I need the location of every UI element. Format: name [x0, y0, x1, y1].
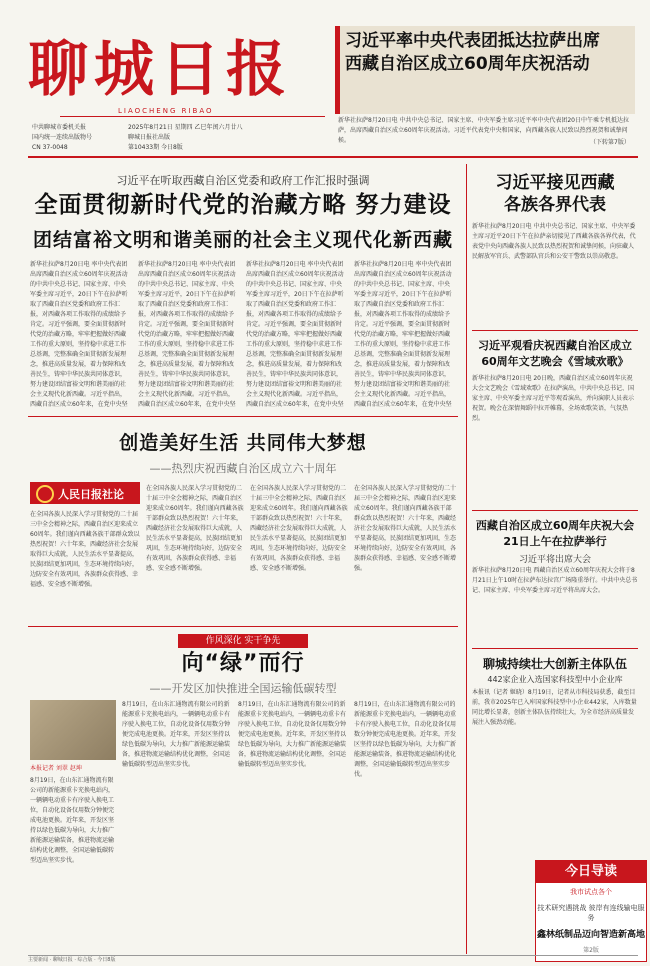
right-3-subhead: 习近平将出席大会 [518, 555, 591, 565]
lead-headline-2[interactable]: 团结富裕文明和谐美丽的社会主义现代化新西藏 [32, 229, 453, 251]
right-3-headline[interactable] [472, 518, 638, 550]
right-divider-3 [472, 648, 638, 649]
masthead-issue: 第10433期 今日8版 [128, 144, 183, 151]
masthead-sponsor: 中共聊城市委机关报 [32, 124, 87, 131]
lead-body-col-1: 新华社拉萨8月20日电 率中央代表团出席西藏自治区成立60周年庆祝活动的中共中央总书记、国家主席、中央军委主席习近平，20日下午在拉萨听取了西藏自治区党委和政府工作汇报，对西藏各项工作取得的成绩给予肯定。习近平强调，要全面贯彻新时代党的治藏方略，牢牢把握做好西藏工作的重大原则，坚持稳中求进工作总基调，完整准确全面贯彻新发展理念，推进高质量发展，着力保障和改善民生，铸牢中华民族共同体意识，努力建设团结富裕文明和谐美丽的社会主义现代化新西藏。习近平指出，西藏自治区成立60年来，在党中央坚 [30, 261, 128, 408]
feature-body-col-1: 在全国各族人民深入学习贯彻党的二十届三中全会精神之际，西藏自治区迎来成立60周年。我们谨向西藏各族干部群众致以热烈祝贺！六十年来，西藏经济社会发展取得巨大成就，人民生活水平显著提高，民族团结更加巩固，生态环境持续向好，边防安全有效巩固，各族群众获得感、幸福感、安全感不断增强。 [30, 511, 140, 588]
right-2-headline-line-1: 习近平观看庆祝西藏自治区成立 [478, 339, 632, 352]
lead-headline-1[interactable]: 全面贯彻新时代党的治藏方略 努力建设 [34, 192, 452, 218]
lower-body-col-1: 8月19日，在山东汇通物流有限公司的新能源重卡充换电站内，一辆辆电动重卡有序驶入换电工位，自动化设备仅用数分钟便完成电池更换。近年来，开发区坚持以绿色低碳为导向，大力推广新能源运输装备，推进物流运输结构优化调整，全国运输低碳转型迈出坚实步伐。 [30, 777, 115, 864]
feature-headline[interactable]: 创造美好生活 共同伟大梦想 [119, 432, 367, 454]
daily-guide-page: 第2版 [583, 947, 599, 954]
right-2-headline[interactable] [472, 338, 638, 370]
lead-body-col-2: 新华社拉萨8月20日电 率中央代表团出席西藏自治区成立60周年庆祝活动的中共中央总书记、国家主席、中央军委主席习近平，20日下午在拉萨听取了西藏自治区党委和政府工作汇报，对西藏各项工作取得的成绩给予肯定。习近平强调，要全面贯彻新时代党的治藏方略，牢牢把握做好西藏工作的重大原则，坚持稳中求进工作总基调，完整准确全面贯彻新发展理念，推进高质量发展，着力保障和改善民生，铸牢中华民族共同体意识，努力建设团结富裕文明和谐美丽的社会主义现代化新西藏。习近平指出，西藏自治区成立60年来，在党中央坚 [138, 261, 236, 408]
lower-tag: 作风深化 实干争先 [178, 634, 308, 648]
feature-body-col-2: 在全国各族人民深入学习贯彻党的二十届三中全会精神之际，西藏自治区迎来成立60周年。我们谨向西藏各族干部群众致以热烈祝贺！六十年来，西藏经济社会发展取得巨大成就，人民生活水平显著提高，民族团结更加巩固，生态环境持续向好，边防安全有效巩固，各族群众获得感、幸福感、安全感不断增强。 [146, 485, 244, 572]
feature-subhead: ——热烈庆祝西藏自治区成立六十周年 [149, 462, 337, 475]
right-4-body: 本报讯（记者 姬晓）8月19日，记者从市科技局获悉，截至目前，我市2025年已入库国家科技型中小企业442家，入库数量同比增长显著，创新主体队伍持续壮大，为全市经济高质量发展注入强劲动能。 [472, 689, 637, 726]
daily-guide-box[interactable] [535, 860, 647, 962]
top-story-headline-line-2: 西藏自治区成立60周年庆祝活动 [345, 54, 590, 74]
right-3-headline-line-2: 21日上午在拉萨举行 [503, 535, 607, 548]
footer-text: 主要新闻 · 聊城日报 · 综合版 · 今日8版 [28, 957, 116, 963]
daily-guide-item-3[interactable]: 鑫林纸制品迈向智造新高地 [536, 930, 645, 940]
lead-body-col-4: 新华社拉萨8月20日电 率中央代表团出席西藏自治区成立60周年庆祝活动的中共中央总书记、国家主席、中央军委主席习近平，20日下午在拉萨听取了西藏自治区党委和政府工作汇报，对西藏各项工作取得的成绩给予肯定。习近平强调，要全面贯彻新时代党的治藏方略，牢牢把握做好西藏工作的重大原则，坚持稳中求进工作总基调，完整准确全面贯彻新发展理念，推进高质量发展，着力保障和改善民生，铸牢中华民族共同体意识，努力建设团结富裕文明和谐美丽的社会主义现代化新西藏。习近平指出，西藏自治区成立60年来，在党中央坚 [354, 261, 452, 408]
right-1-headline-line-1: 习近平接见西藏 [495, 173, 615, 193]
top-story-accent [335, 26, 340, 114]
masthead-pinyin: LIAOCHENG RIBAO [118, 107, 214, 115]
right-divider-1 [472, 330, 638, 331]
lower-body-col-2: 8月19日，在山东汇通物流有限公司的新能源重卡充换电站内，一辆辆电动重卡有序驶入换电工位，自动化设备仅用数分钟便完成电池更换。近年来，开发区坚持以绿色低碳为导向，大力推广新能源运输装备，推进物流运输结构优化调整，全国运输低碳转型迈出坚实步伐。 [122, 701, 231, 768]
right-4-headline[interactable]: 聊城持续壮大创新主体队伍 [482, 657, 627, 671]
feature-body-col-3: 在全国各族人民深入学习贯彻党的二十届三中全会精神之际，西藏自治区迎来成立60周年。我们谨向西藏各族干部群众致以热烈祝贺！六十年来，西藏经济社会发展取得巨大成就，人民生活水平显著提高，民族团结更加巩固，生态环境持续向好，边防安全有效巩固，各族群众获得感、幸福感、安全感不断增强。 [250, 485, 348, 572]
daily-guide-item-1[interactable]: 我市试点各个 [570, 888, 612, 896]
top-story-box[interactable] [335, 26, 635, 114]
top-rule [28, 156, 638, 158]
masthead-publisher: 聊城日报社出版 [128, 134, 171, 141]
top-story-headline-line-1: 习近平率中央代表团抵达拉萨出席 [345, 31, 600, 51]
masthead-cn: CN 37-0048 [32, 144, 68, 151]
daily-guide-title: 今日导读 [536, 861, 646, 883]
lower-byline: 本报记者 刘翠 赵坤 [30, 765, 82, 772]
right-1-body: 新华社拉萨8月20日电 中共中央总书记、国家主席、中央军委主席习近平20日下午在拉萨亲切接见了西藏各族各界代表，代表党中央向西藏各族人民致以热烈祝贺和诚挚问候，向驻藏人民解放军官兵、武警部队官兵和公安干警致以崇高敬意。 [472, 223, 636, 260]
right-3-headline-line-1: 西藏自治区成立60周年庆祝大会 [475, 519, 635, 532]
right-2-body: 新华社拉萨8月20日电 20日晚，西藏自治区成立60周年庆祝大会文艺晚会《雪域欢歌》在拉萨演出，中共中央总书记、国家主席、中央军委主席习近平等观看演出，并向演职人员表示祝贺。晚会在深情舞蹈中拉开帷幕，全场欢歌笑语，气氛热烈。 [472, 375, 635, 422]
top-story-more: （下转第7版） [590, 139, 630, 146]
lead-kicker: 习近平在听取西藏自治区党委和政府工作汇报时强调 [116, 174, 370, 187]
lower-body-col-4: 8月19日，在山东汇通物流有限公司的新能源重卡充换电站内，一辆辆电动重卡有序驶入换电工位，自动化设备仅用数分钟便完成电池更换。近年来，开发区坚持以绿色低碳为导向，大力推广新能源运输装备，推进物流运输结构优化调整，全国运输低碳转型迈出坚实步伐。 [354, 701, 456, 778]
right-column-divider [466, 164, 467, 954]
masthead-divider [60, 116, 325, 117]
feature-banner-label: 人民日报社论 [58, 488, 124, 501]
lower-headline[interactable]: 向“绿”而行 [181, 651, 305, 676]
right-1-headline[interactable] [472, 172, 638, 216]
party-emblem-icon [36, 485, 54, 503]
top-story-headline [345, 30, 633, 76]
masthead-date: 2025年8月21日 星期四 乙巳年闰六月廿八 [128, 124, 243, 131]
right-divider-2 [472, 510, 638, 511]
feature-body-col-4: 在全国各族人民深入学习贯彻党的二十届三中全会精神之际，西藏自治区迎来成立60周年。我们谨向西藏各族干部群众致以热烈祝贺！六十年来，西藏经济社会发展取得巨大成就，人民生活水平显著提高，民族团结更加巩固，生态环境持续向好，边防安全有效巩固，各族群众获得感、幸福感、安全感不断增强。 [354, 485, 456, 572]
feature-divider [28, 626, 458, 627]
right-3-body: 新华社拉萨8月20日电 西藏自治区成立60周年庆祝大会将于8月21日上午10时在拉萨布达拉宫广场隆重举行。中共中央总书记、国家主席、中央军委主席习近平将出席大会。 [472, 567, 638, 594]
lower-subhead: ——开发区加快推进全国运输低碳转型 [149, 682, 337, 695]
right-2-headline-line-2: 60周年文艺晚会《雪域欢歌》 [481, 355, 629, 368]
masthead-title: 聊城日报 [28, 35, 292, 105]
top-story-body: 新华社拉萨8月20日电 中共中央总书记、国家主席、中央军委主席习近平率中央代表团20日中午乘专机抵达拉萨，出席西藏自治区成立60周年庆祝活动。习近平代表党中央和国家，向西藏各族人民致以热烈祝贺和诚挚问候。 [338, 117, 629, 144]
masthead-address: 国内统一连续出版物号 [32, 134, 93, 141]
lead-body-col-3: 新华社拉萨8月20日电 率中央代表团出席西藏自治区成立60周年庆祝活动的中共中央总书记、国家主席、中央军委主席习近平，20日下午在拉萨听取了西藏自治区党委和政府工作汇报，对西藏各项工作取得的成绩给予肯定。习近平强调，要全面贯彻新时代党的治藏方略，牢牢把握做好西藏工作的重大原则，坚持稳中求进工作总基调，完整准确全面贯彻新发展理念，推进高质量发展，着力保障和改善民生，铸牢中华民族共同体意识，努力建设团结富裕文明和谐美丽的社会主义现代化新西藏。习近平指出，西藏自治区成立60年来，在党中央坚 [246, 261, 344, 408]
daily-guide-item-2[interactable]: 技术研究遇挑战 彼岸有连线输电服务 [537, 904, 645, 922]
right-4-subhead: 442家企业入选国家科技型中小企业库 [487, 675, 623, 684]
lower-body-col-3: 8月19日，在山东汇通物流有限公司的新能源重卡充换电站内，一辆辆电动重卡有序驶入换电工位，自动化设备仅用数分钟便完成电池更换。近年来，开发区坚持以绿色低碳为导向，大力推广新能源运输装备，推进物流运输结构优化调整，全国运输低碳转型迈出坚实步伐。 [238, 701, 347, 768]
right-1-headline-line-2: 各族各界代表 [504, 195, 606, 215]
feature-banner [30, 482, 140, 504]
lead-divider [28, 416, 458, 417]
lower-photo [30, 700, 116, 760]
